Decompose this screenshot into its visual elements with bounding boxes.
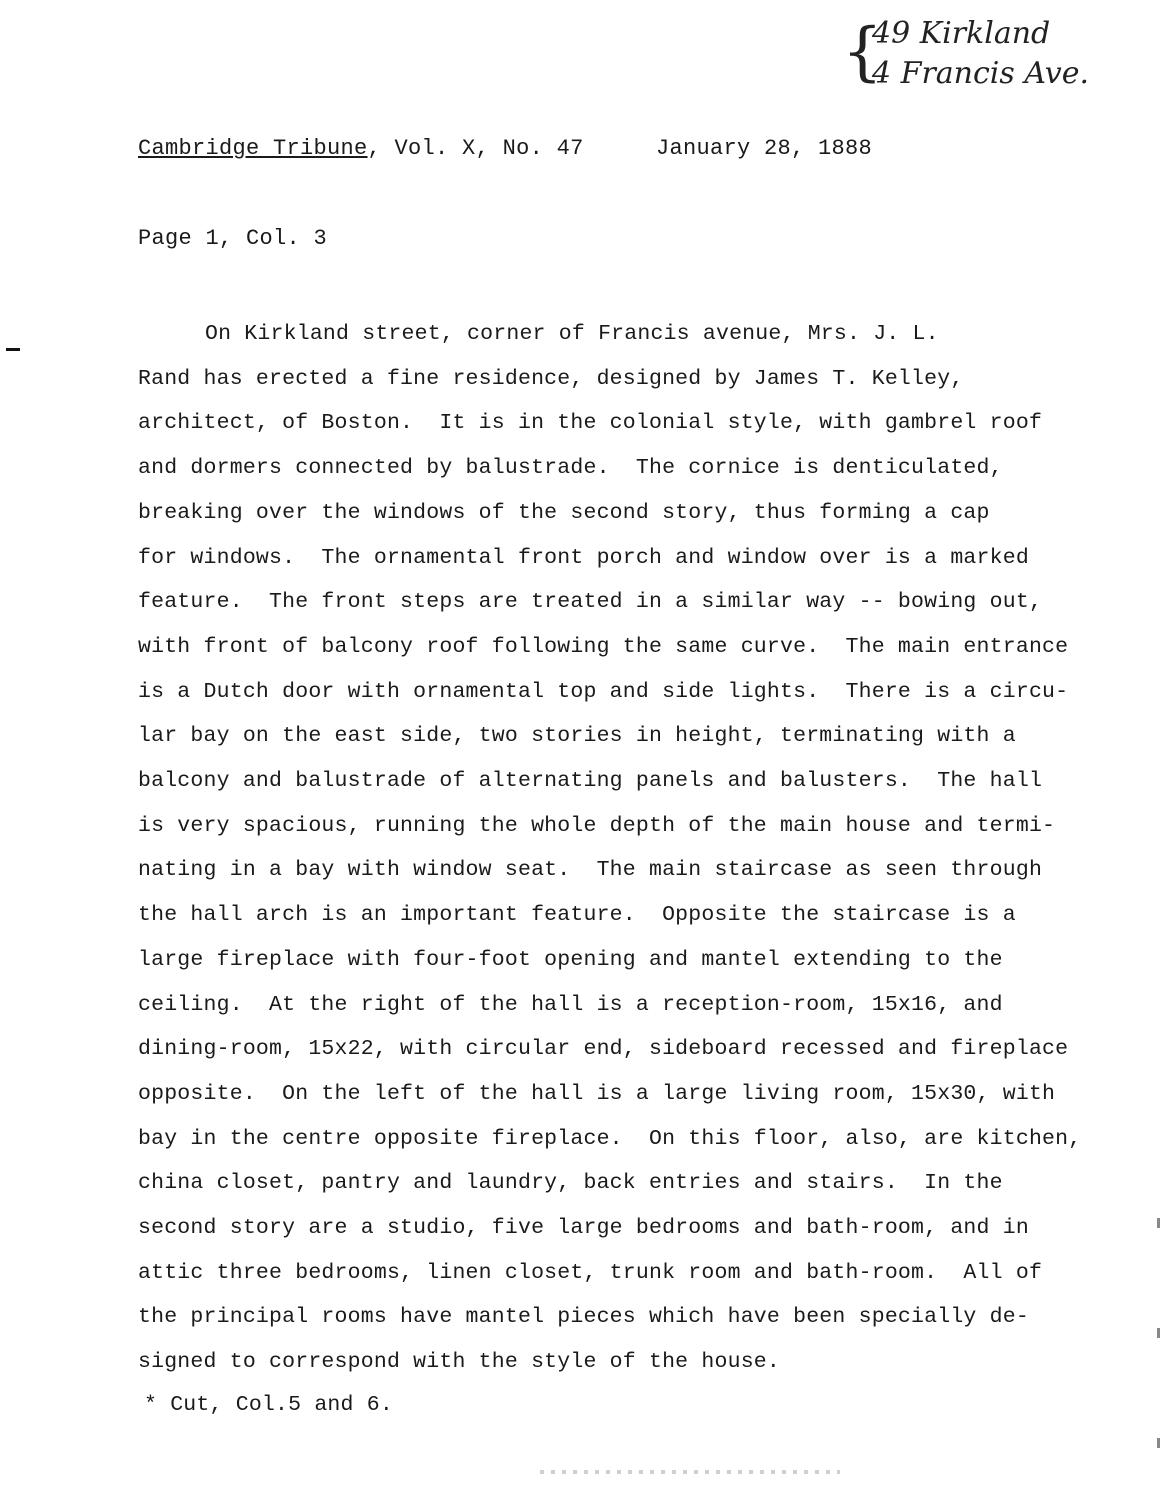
scan-artifact <box>540 1470 840 1474</box>
body-line: china closet, pantry and laundry, back entries and stairs. In the <box>138 1171 1003 1196</box>
body-line: ceiling. At the right of the hall is a reception-room, 15x16, and <box>138 992 1003 1017</box>
edge-mark <box>1157 1218 1160 1228</box>
body-line: bay in the centre opposite fireplace. On this floor, also, are kitchen, <box>138 1126 1082 1151</box>
body-line: feature. The front steps are treated in a similar way -- bowing out, <box>138 590 1043 615</box>
page-reference: Page 1, Col. 3 <box>138 226 328 251</box>
body-line: lar bay on the east side, two stories in height, terminating with a <box>138 724 1016 749</box>
body-line: with front of balcony roof following the same curve. The main entrance <box>138 634 1069 659</box>
body-line: and dormers connected by balustrade. The cornice is denticulated, <box>138 456 1003 481</box>
article-body <box>138 312 1118 1385</box>
body-line: Rand has erected a fine residence, designed by James T. Kelley, <box>138 366 964 391</box>
body-line: breaking over the windows of the second story, thus forming a cap <box>138 500 990 525</box>
body-line: for windows. The ornamental front porch and window over is a marked <box>138 545 1029 570</box>
body-line: is a Dutch door with ornamental top and side lights. There is a circu- <box>138 679 1069 704</box>
body-line: opposite. On the left of the hall is a large living room, 15x30, with <box>138 1081 1056 1106</box>
body-line: nating in a bay with window seat. The main staircase as seen through <box>138 858 1043 883</box>
handwritten-line-2: 4 Francis Ave. <box>872 56 1090 91</box>
body-line: large fireplace with four-foot opening and mantel extending to the <box>138 947 1003 972</box>
publication-date: January 28, 1888 <box>656 136 873 161</box>
edge-mark <box>1157 1438 1160 1448</box>
footnote: * Cut, Col.5 and 6. <box>144 1393 393 1417</box>
body-line: architect, of Boston. It is in the colonial style, with gambrel roof <box>138 411 1043 436</box>
citation-heading <box>138 136 873 161</box>
body-line: the hall arch is an important feature. Opposite the staircase is a <box>138 903 1016 928</box>
body-line: dining-room, 15x22, with circular end, sideboard recessed and fireplace <box>138 1037 1069 1062</box>
publication-title: Cambridge Tribune <box>138 136 368 161</box>
margin-mark <box>6 348 20 351</box>
body-line: attic three bedrooms, linen closet, trunk room and bath-room. All of <box>138 1260 1043 1285</box>
volume-issue: , Vol. X, No. 47 <box>367 136 584 161</box>
handwritten-address-note <box>842 14 1138 94</box>
body-line: signed to correspond with the style of the house. <box>138 1350 781 1375</box>
body-line: is very spacious, running the whole depth of the main house and termi- <box>138 813 1056 838</box>
body-line: balcony and balustrade of alternating panels and balusters. The hall <box>138 769 1043 794</box>
handwritten-brace: { <box>842 15 883 89</box>
handwritten-line-1: 49 Kirkland <box>872 16 1051 51</box>
body-line: second story are a studio, five large bedrooms and bath-room, and in <box>138 1216 1029 1241</box>
edge-mark <box>1157 1328 1160 1338</box>
body-line: On Kirkland street, corner of Francis avenue, Mrs. J. L. <box>205 322 939 346</box>
body-line: the principal rooms have mantel pieces which have been specially de- <box>138 1305 1029 1330</box>
